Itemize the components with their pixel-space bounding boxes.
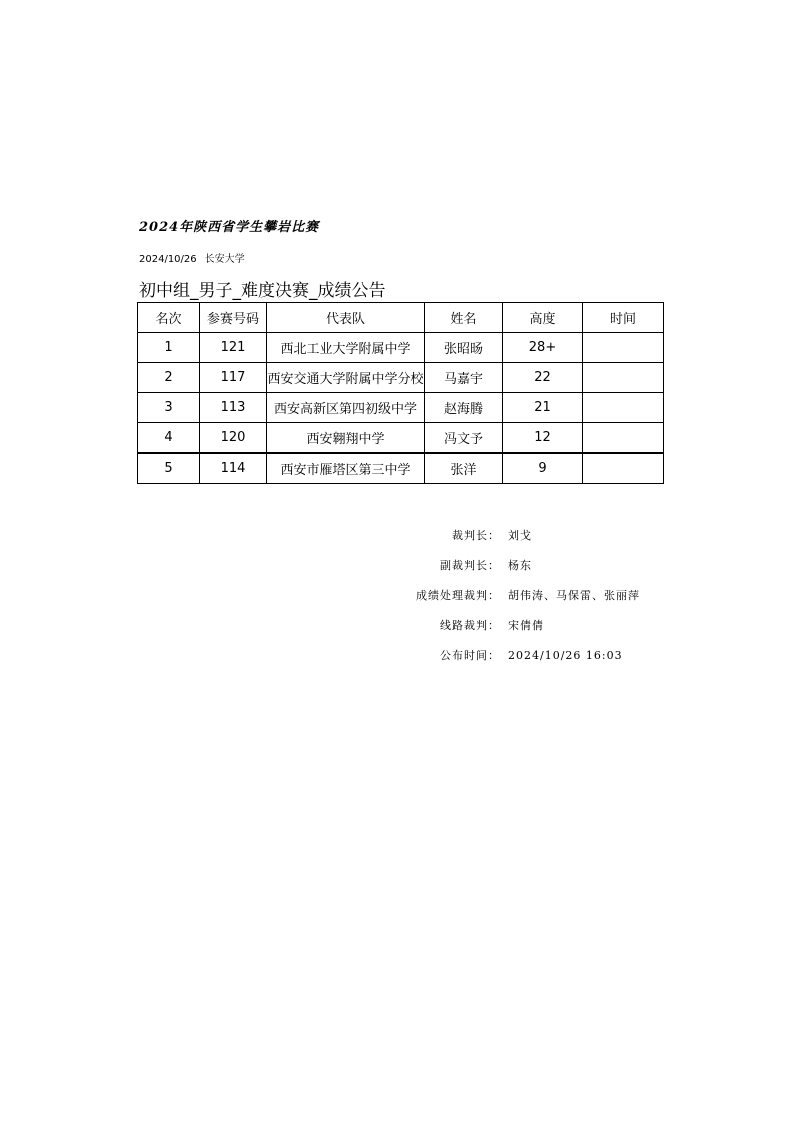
official-label: 线路裁判： (440, 619, 500, 632)
event-date: 2024/10/26 (139, 254, 197, 265)
official-label: 成绩处理裁判： (416, 589, 500, 602)
cell-bib: 121 (200, 333, 267, 363)
results-table (137, 302, 664, 484)
column-header-name: 姓名 (425, 303, 503, 333)
column-header-team: 代表队 (267, 303, 425, 333)
cell-team: 西安翱翔中学 (267, 423, 425, 454)
officials-list (360, 520, 690, 670)
event-title: 2024年陕西省学生攀岩比赛 (139, 220, 320, 235)
cell-height: 28+ (503, 333, 583, 363)
cell-bib: 120 (200, 423, 267, 454)
official-results-judges (360, 580, 690, 610)
official-value: 宋倩倩 (508, 619, 544, 632)
cell-time (583, 393, 664, 423)
official-chief-judge (360, 520, 690, 550)
official-deputy-chief-judge (360, 550, 690, 580)
cell-height: 21 (503, 393, 583, 423)
report-title: 初中组_男子_难度决赛_成绩公告 (139, 281, 386, 301)
table-header-row (138, 303, 664, 333)
official-label: 裁判长： (452, 529, 500, 542)
cell-rank: 4 (138, 423, 200, 454)
table-row (138, 393, 664, 423)
cell-time (583, 333, 664, 363)
official-label: 公布时间： (440, 649, 500, 662)
cell-time (583, 363, 664, 393)
cell-team: 西安交通大学附属中学分校 (267, 363, 425, 393)
cell-name: 马嘉宇 (425, 363, 503, 393)
cell-team: 西安市雁塔区第三中学 (267, 453, 425, 484)
column-header-time: 时间 (583, 303, 664, 333)
table-row (138, 453, 664, 484)
cell-bib: 114 (200, 453, 267, 484)
cell-name: 张洋 (425, 453, 503, 484)
column-header-bib: 参赛号码 (200, 303, 267, 333)
cell-time (583, 453, 664, 484)
official-value: 刘戈 (508, 529, 532, 542)
cell-team: 西安高新区第四初级中学 (267, 393, 425, 423)
cell-height: 12 (503, 423, 583, 454)
official-label: 副裁判长： (440, 559, 500, 572)
event-venue: 长安大学 (204, 254, 245, 265)
cell-rank: 3 (138, 393, 200, 423)
cell-time (583, 423, 664, 454)
official-value: 2024/10/26 16:03 (508, 648, 623, 662)
column-header-height: 高度 (503, 303, 583, 333)
cell-height: 22 (503, 363, 583, 393)
column-header-rank: 名次 (138, 303, 200, 333)
table-row (138, 423, 664, 454)
cell-name: 赵海腾 (425, 393, 503, 423)
cell-team: 西北工业大学附属中学 (267, 333, 425, 363)
cell-rank: 5 (138, 453, 200, 484)
official-route-judge (360, 610, 690, 640)
event-meta (139, 250, 245, 265)
cell-name: 冯文予 (425, 423, 503, 454)
table-row (138, 333, 664, 363)
cell-rank: 2 (138, 363, 200, 393)
official-value: 胡伟涛、马保雷、张丽萍 (508, 589, 640, 602)
cell-bib: 117 (200, 363, 267, 393)
cell-rank: 1 (138, 333, 200, 363)
cell-height: 9 (503, 453, 583, 484)
publish-time (360, 640, 690, 670)
cell-bib: 113 (200, 393, 267, 423)
cell-name: 张昭旸 (425, 333, 503, 363)
official-value: 杨东 (508, 559, 532, 572)
table-row (138, 363, 664, 393)
